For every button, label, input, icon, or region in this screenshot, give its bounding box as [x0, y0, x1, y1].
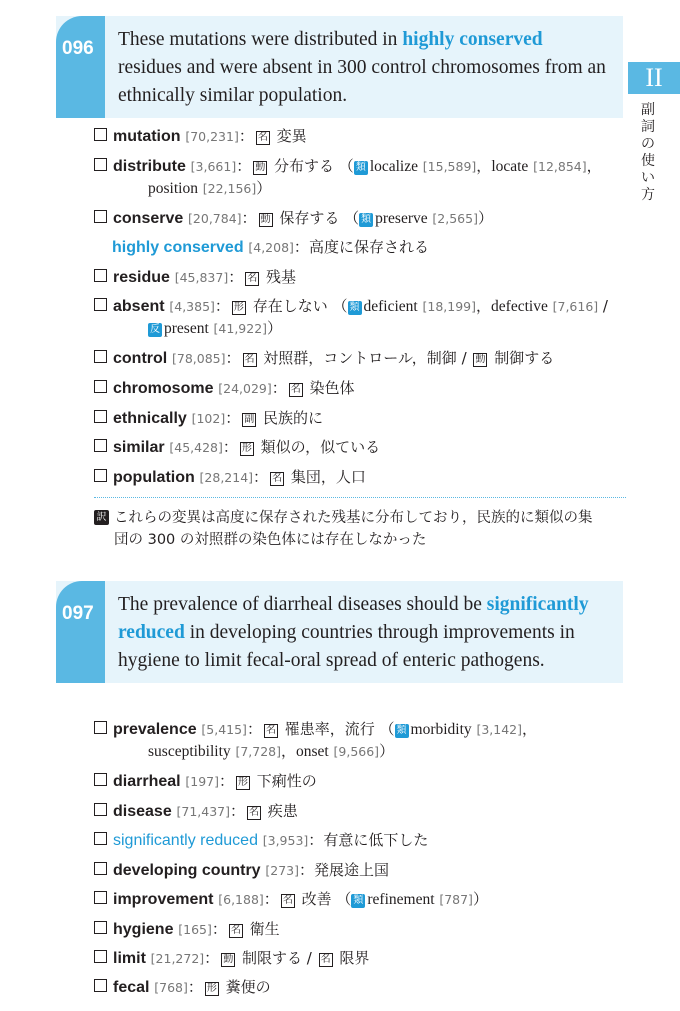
checkbox[interactable]: [94, 350, 107, 363]
vocab-count: [21,272]: [150, 951, 205, 966]
synonym-word: susceptibility: [148, 743, 231, 760]
translation-line: [94, 507, 634, 529]
sentence-highlight: significantly reduced: [118, 594, 589, 643]
synonym-count: [2,565]: [432, 211, 478, 226]
synonym-count: [7,616]: [552, 299, 599, 314]
checkbox[interactable]: [94, 803, 107, 816]
vocab-meaning: 集団，人口: [290, 468, 366, 486]
synonym-count: [18,199]: [422, 299, 477, 314]
vocab-count: [5,415]: [201, 722, 247, 737]
pos-badge: 名: [265, 725, 276, 736]
checkbox[interactable]: [94, 721, 107, 734]
checkbox[interactable]: [94, 950, 107, 963]
vocab-count: [28,214]: [199, 470, 254, 485]
vocab-phrase: significantly reduced: [113, 832, 258, 849]
checkbox[interactable]: [94, 380, 107, 393]
entry-096: [56, 16, 623, 118]
pos-badge: 形: [241, 443, 252, 454]
antonym-word: present: [164, 320, 209, 337]
vocab-count: [3,953]: [262, 833, 309, 848]
pos-badge: 名: [290, 384, 301, 395]
synonym-badge: 類: [396, 725, 407, 736]
translation-line: 団の 300 の対照群の染色体には存在しなかった: [114, 532, 427, 548]
pos-badge: 副: [244, 414, 255, 425]
vocab-count: [45,837]: [174, 270, 229, 285]
checkbox[interactable]: [94, 832, 107, 845]
synonym-badge: 類: [353, 895, 364, 906]
chapter-label: 副詞の使い方: [641, 102, 655, 203]
entry-number: 097: [56, 581, 105, 683]
entry-097: [56, 581, 623, 683]
vocab-meaning: 制限する /: [241, 949, 312, 967]
vocab-count: [71,437]: [176, 804, 230, 819]
vocab-word: developing country: [113, 862, 261, 879]
checkbox[interactable]: [94, 891, 107, 904]
vocab-word: ethnically: [113, 410, 187, 427]
vocab-count: [273]: [265, 863, 299, 878]
pos-badge: 名: [320, 954, 331, 965]
pos-badge: 形: [233, 302, 244, 313]
synonym-word: morbidity: [410, 721, 472, 738]
vocab-item-absent-cont: 反 present [41,922]）: [150, 319, 283, 337]
vocab-item-developing-country: developing country [273]：発展途上国: [94, 860, 389, 881]
pos-badge: 動: [223, 954, 234, 965]
translation: [94, 507, 634, 551]
checkbox[interactable]: [94, 921, 107, 934]
vocab-meaning: 疾患: [267, 802, 298, 820]
vocab-item-similar: similar [45,428]： 形 類似の，似ている: [94, 437, 380, 458]
translation-text: これらの変異は高度に保存された残基に分布しており，民族的に類似の集: [114, 510, 593, 526]
vocab-item-absent: absent [4,385]： 形 存在しない （ 類 deficient [18,199]，defective [7,616] /: [94, 296, 608, 317]
pos-badge: 名: [249, 807, 260, 818]
vocab-word: control: [113, 350, 168, 367]
vocab-item-fecal: fecal [768]： 形 糞便の: [94, 977, 271, 998]
vocab-count: [24,029]: [218, 381, 272, 396]
synonym-count: [15,589]: [422, 159, 477, 174]
sentence-highlight: highly conserved: [402, 29, 543, 50]
vocab-item-ethnically: ethnically [102]： 副 民族的に: [94, 408, 323, 429]
checkbox[interactable]: [94, 439, 107, 452]
vocab-item-limit: limit [21,272]： 動 制限する / 名 限界: [94, 948, 369, 969]
pos-badge: 動: [475, 354, 486, 365]
vocab-count: [6,188]: [218, 892, 264, 907]
vocab-word: limit: [113, 950, 146, 967]
vocab-meaning: 染色体: [309, 379, 355, 397]
entry-number: 096: [56, 16, 105, 118]
synonym-badge: 類: [361, 214, 372, 225]
vocab-word: conserve: [113, 210, 184, 227]
vocab-meaning: 存在しない: [252, 297, 328, 315]
vocab-item-diarrheal: diarrheal [197]： 形 下痢性の: [94, 771, 317, 792]
vocab-word: distribute: [113, 158, 186, 175]
vocab-count: [4,208]: [248, 240, 294, 255]
vocab-item-residue: residue [45,837]： 名 残基: [94, 267, 296, 288]
vocab-count: [70,231]: [185, 129, 239, 144]
vocab-count: [197]: [185, 774, 219, 789]
checkbox[interactable]: [94, 410, 107, 423]
synonym-count: [3,142]: [476, 722, 522, 737]
vocab-count: [20,784]: [188, 211, 242, 226]
vocab-meaning: 制御する: [494, 349, 555, 367]
pos-badge: 名: [282, 895, 293, 906]
vocab-item-disease: disease [71,437]： 名 疾患: [94, 801, 298, 822]
synonym-count: [22,156]: [202, 181, 257, 196]
chapter-tab: [628, 62, 680, 204]
pos-badge: 名: [257, 132, 268, 143]
vocab-meaning: 民族的に: [263, 409, 324, 427]
vocab-meaning: 糞便の: [225, 978, 271, 996]
synonym-count: [12,854]: [533, 159, 587, 174]
entry-096-header: [56, 16, 623, 118]
vocab-word: population: [113, 469, 195, 486]
vocab-item-chromosome: chromosome [24,029]： 名 染色体: [94, 378, 355, 399]
synonym-count: [787]: [439, 892, 473, 907]
antonym-count: [41,922]: [213, 321, 268, 336]
vocab-item-population: population [28,214]： 名 集団，人口: [94, 467, 366, 488]
vocab-meaning: 衛生: [249, 920, 280, 938]
vocab-meaning: 有意に低下した: [323, 831, 429, 849]
vocab-word: residue: [113, 269, 170, 286]
pos-badge: 名: [272, 473, 283, 484]
synonym-word: position: [148, 180, 198, 197]
vocab-meaning: 残基: [266, 268, 297, 286]
checkbox[interactable]: [94, 210, 107, 223]
vocab-meaning: 変異: [276, 127, 307, 145]
entry-sentence: [105, 581, 623, 683]
vocab-item-significantly-reduced: significantly reduced [3,953]：有意に低下した: [94, 830, 428, 851]
vocab-meaning: 類似の，似ている: [260, 438, 381, 456]
vocab-item-distribute-cont: position [22,156]）: [148, 179, 272, 197]
chapter-number: II: [628, 62, 680, 94]
checkbox[interactable]: [94, 269, 107, 282]
synonym-badge: 類: [349, 302, 360, 313]
vocab-item-hygiene: hygiene [165]： 名 衛生: [94, 919, 280, 940]
antonym-badge: 反: [150, 324, 160, 335]
checkbox[interactable]: [94, 158, 107, 171]
vocab-item-highly-conserved: highly conserved [4,208]：高度に保存される: [112, 238, 429, 256]
vocab-meaning: 限界: [339, 949, 370, 967]
checkbox[interactable]: [94, 128, 107, 141]
checkbox[interactable]: [94, 862, 107, 875]
checkbox[interactable]: [94, 979, 107, 992]
vocab-item-prevalence-cont: susceptibility [7,728]，onset [9,566]）: [148, 742, 395, 760]
sentence-text: The prevalence of diarrheal diseases should be: [118, 594, 487, 615]
sentence-text: residues and were absent in 300 control chromosomes from an ethnically similar population.: [118, 57, 606, 106]
vocab-meaning: 保存する: [279, 209, 340, 227]
sentence-text: in developing countries through improvements in hygiene to limit fecal-oral spread of enteric pathogens.: [118, 622, 575, 671]
vocab-meaning: 改善: [301, 890, 332, 908]
vocab-word: hygiene: [113, 921, 174, 938]
vocab-count: [78,085]: [172, 351, 226, 366]
sentence-text: These mutations were distributed in: [118, 29, 403, 50]
vocab-item-control: control [78,085]： 名 対照群，コントロール，制御 / 動 制御する: [94, 348, 554, 369]
entry-sentence: [105, 16, 623, 118]
synonym-word: onset: [296, 743, 329, 760]
vocab-meaning: 罹患率，流行: [284, 720, 375, 738]
vocab-word: disease: [113, 803, 172, 820]
pos-badge: 名: [230, 925, 241, 936]
vocab-count: [4,385]: [169, 299, 215, 314]
translation-badge: 訳: [94, 510, 109, 525]
synonym-count: [7,728]: [235, 744, 281, 759]
synonym-word: defective: [491, 298, 548, 315]
vocab-word: improvement: [113, 891, 214, 908]
vocab-meaning: 発展途上国: [314, 861, 390, 879]
checkbox[interactable]: [94, 469, 107, 482]
synonym-word: preserve: [375, 210, 428, 227]
checkbox[interactable]: [94, 773, 107, 786]
vocab-count: [45,428]: [169, 440, 223, 455]
vocab-item-distribute: distribute [3,661]： 動 分布する （ 類 localize [15,589]，locate [12,854]，: [94, 156, 602, 177]
pos-badge: 名: [247, 273, 258, 284]
vocab-count: [165]: [178, 922, 212, 937]
pos-badge: 動: [260, 214, 271, 225]
pos-badge: 形: [238, 777, 249, 788]
synonym-count: [9,566]: [333, 744, 380, 759]
vocab-word: absent: [113, 298, 165, 315]
pos-badge: 動: [255, 162, 266, 173]
entry-097-header: [56, 581, 623, 683]
synonym-word: deficient: [363, 298, 418, 315]
vocab-meaning: 対照群，コントロール，制御 /: [263, 349, 467, 367]
vocab-item-prevalence: prevalence [5,415]： 名 罹患率，流行 （ 類 morbidity [3,142]，: [94, 719, 537, 740]
vocab-word: prevalence: [113, 721, 197, 738]
vocab-meaning: 高度に保存される: [308, 238, 429, 256]
vocab-word: similar: [113, 439, 165, 456]
synonym-word: localize: [369, 158, 419, 175]
vocab-word: fecal: [113, 979, 150, 996]
synonym-word: locate: [491, 158, 529, 175]
pos-badge: 名: [244, 354, 255, 365]
vocab-count: [768]: [154, 980, 188, 995]
vocab-meaning: 下痢性の: [256, 772, 317, 790]
divider: [94, 497, 626, 498]
vocab-word: chromosome: [113, 380, 214, 397]
synonym-word: refinement: [367, 891, 435, 908]
vocab-item-mutation: mutation [70,231]： 名 変異: [94, 126, 307, 147]
pos-badge: 形: [206, 983, 217, 994]
vocab-count: [102]: [191, 411, 226, 426]
checkbox[interactable]: [94, 298, 107, 311]
vocab-word: mutation: [113, 128, 181, 145]
vocab-word: diarrheal: [113, 773, 181, 790]
vocab-item-improvement: improvement [6,188]： 名 改善 （ 類 refinement [787]）: [94, 889, 488, 910]
vocab-count: [3,661]: [190, 159, 237, 174]
vocab-meaning: 分布する: [274, 157, 335, 175]
synonym-badge: 類: [355, 162, 366, 173]
vocab-item-conserve: conserve [20,784]： 動 保存する （ 類 preserve [2,565]）: [94, 208, 493, 229]
vocab-phrase: highly conserved: [112, 239, 244, 256]
